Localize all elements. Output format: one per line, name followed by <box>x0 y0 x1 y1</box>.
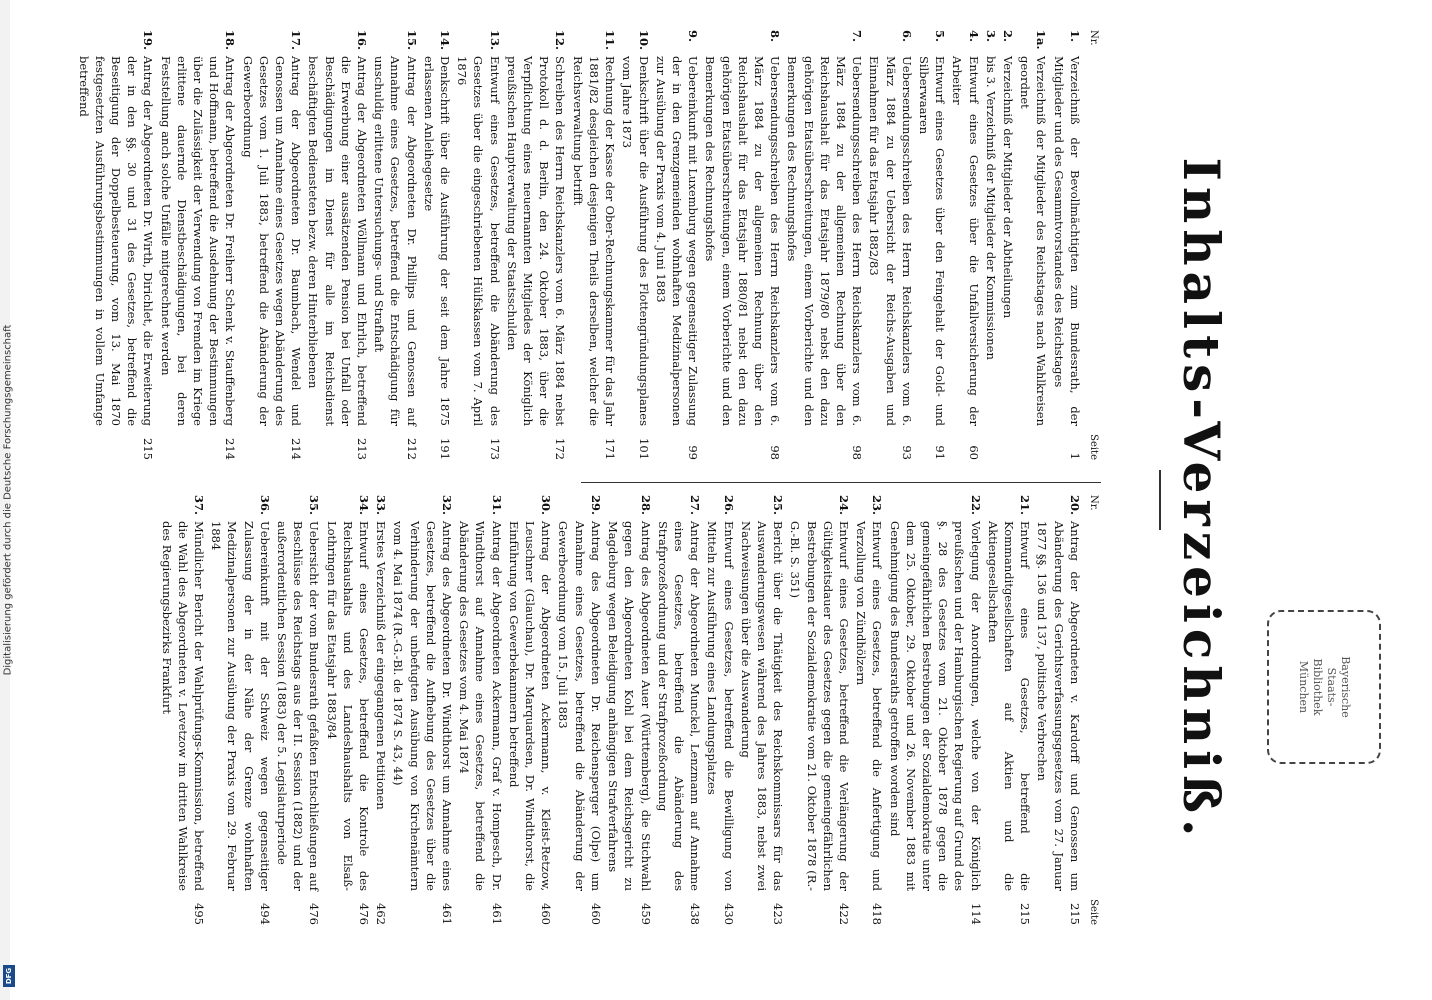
entry-number: 28. <box>638 495 653 516</box>
entry-title: Antrag der Abgeordneten Dr. Wirth, Dirichlet, die Erweiterung der in den §§. 30 und 31 des Gesetzes, betreffend die Beseitigung der Doppelbesteuerung, vom 13. Mai 1870 festgesetzten Ausführungsbestimmungen in vollem Umfange betreffend <box>76 56 156 426</box>
entry-title: Antrag der Abgeordneten v. Kardorff und Genossen um Abänderung des Gerichtsverfassungsgesetzes vom 27. Januar 1877 §§. 136 und 137, politische Verbrechen <box>1035 521 1082 891</box>
entry-page: 93 <box>899 445 914 460</box>
entry-number: 13. <box>487 30 502 51</box>
toc-entry <box>605 495 654 925</box>
entry-page: 173 <box>487 438 502 460</box>
entry-page: 494 <box>257 903 272 925</box>
toc-entry <box>1034 495 1083 925</box>
toc-entry <box>421 30 453 460</box>
title-rule <box>1159 470 1161 530</box>
toc-entry <box>454 30 503 460</box>
entry-title: Antrag der Abgeordneten Dr. Freiherr Schenk v. Stauffenberg und Hoffmann, betreffend die Ausdehnung der Bestimmungen über die Zulässigkeit der Verwendung von Fremden im Kriege erlittene dauernde Dienstbeschädigungen, bei deren Feststellung anch solche Unfälle mitgerechnet werden <box>158 56 238 426</box>
entry-title: Denkschrift über die Ausführung der seit dem Jahre 1875 erlassenen Anleihegesetze <box>421 56 453 426</box>
entry-title: Uebereinkunft mit Luxemburg wegen gegenseitiger Zulassung der in den Grenzgemeinden wohnhaften Medizinalpersonen zur Ausübung der Praxis vom 4. Juni 1883 <box>653 56 701 426</box>
entry-number: 6. <box>899 30 914 43</box>
toc-entry <box>555 495 604 925</box>
entry-number: 8. <box>768 30 783 43</box>
entry-page: 418 <box>870 903 885 925</box>
entry-page: 101 <box>636 438 651 460</box>
library-stamp <box>1267 610 1381 764</box>
entry-title: Antrag des Abgeordneten Auer (Württemberg), die Stichwahl gegen den Abgeordneten Kohl bei dem Reichsgericht zu Magdeburg wegen Beleidigung anhängigen Strafverfahrens <box>606 521 653 891</box>
entry-number: 25. <box>771 495 786 516</box>
toc-entry <box>208 495 273 925</box>
entry-page: 460 <box>588 903 603 925</box>
stamp-line-3: Bibliothek <box>1311 658 1324 716</box>
entry-number: 32. <box>440 495 455 516</box>
toc-entry <box>704 495 736 925</box>
entry-title: Antrag der Abgeordneten Ackermann, Graf v. Hompesch, Dr. Windthorst auf Annahme eines Gesetzes, betreffend die Abänderung des Gesetzes vom 4. Mai 1874 <box>457 521 504 891</box>
entry-number: 31. <box>489 495 504 516</box>
entry-title: Uebersicht der vom Bundesrath gefaßten Entschließungen auf Beschlüsse des Reichstags aus der II. Session (1882) und der außerordentlichen Session (1883) der 5. Legislaturperiode <box>275 521 322 891</box>
toc-entry <box>390 495 455 925</box>
digitization-credit <box>0 0 18 1000</box>
entry-number: 16. <box>355 30 370 51</box>
entry-title: Rechnung der Kasse der Ober-Rechnungskammer für das Jahr 1881/82 desgleichen desjenigen Theils derselben, welcher die Reichsverwaltung betrifft <box>570 56 618 426</box>
entry-number: 19. <box>141 30 156 51</box>
toc-entry <box>985 495 1034 925</box>
toc-entry <box>305 30 370 460</box>
entry-page: 461 <box>440 903 455 925</box>
dfg-logo <box>3 965 15 987</box>
page-header: Seite <box>1088 899 1099 925</box>
entry-title: Verzeichniß der Mitglieder des Reichstages nach Wahlkreisen geordnet <box>1018 56 1049 426</box>
entry-page: 460 <box>539 903 554 925</box>
entry-page: 215 <box>1018 903 1033 925</box>
entry-title: Entwurf eines Gesetzes über den Feingehalt der Gold- und Silberwaaren <box>916 56 948 426</box>
entry-page: 114 <box>968 903 983 925</box>
entry-page: 423 <box>771 903 786 925</box>
column-divider <box>581 482 1101 483</box>
entry-page: 215 <box>1067 903 1082 925</box>
entry-number: 34. <box>357 495 372 516</box>
entry-title: Mündlicher Bericht der Wahlprüfungs-Kommission, betreffend die Wahl des Abgeordneten v. Levetzow im dritten Wahlkreise des Regierungsbezirks Frankfurt <box>159 521 207 891</box>
entry-title: Verzeichniß der Bevollmächtigten zum Bundesrath, der Mitglieder und des Gesammtvorstandes des Reichstages <box>1051 56 1082 426</box>
entry-page: 1 <box>1067 452 1082 460</box>
entry-number: 11. <box>603 30 618 51</box>
entry-title: Bericht über die Thätigkeit des Reichskommissars für das Auswanderungswesen während des Jahres 1883, nebst zwei Nachweisungen über die Auswanderung <box>738 521 786 891</box>
entry-number: 21. <box>1018 495 1033 516</box>
right-column <box>157 495 1101 925</box>
entry-title: Schreiben des Herrn Reichskanzlers vom 6. März 1884 nebst Protokoll d. d. Berlin, den 24. Oktober 1883, über die Verpflichtung eines neuernannten Mitgliedes der Königlich preußischen Hauptverwaltung der Staatsschulden <box>504 56 568 426</box>
toc-entry <box>373 495 389 925</box>
page-title: Inhalts-Verzeichniß. <box>1172 157 1231 843</box>
right-column-header <box>1085 495 1101 925</box>
stamp-line-1: Bayerische <box>1339 656 1352 718</box>
entry-title: Entwurf eines Gesetzes über die Unfallversicherung der Arbeiter <box>950 56 981 426</box>
entry-number: 2. <box>1000 30 1015 43</box>
entry-number: 3. <box>983 30 998 43</box>
toc-entry <box>1000 30 1016 460</box>
toc-entry <box>983 30 999 460</box>
entry-page: 213 <box>355 438 370 460</box>
entry-number: 37. <box>192 495 207 516</box>
entry-number: 35. <box>307 495 322 516</box>
entry-page: 171 <box>603 438 618 460</box>
toc-entry <box>274 495 323 925</box>
entry-page: 98 <box>768 445 783 460</box>
entry-number: 20. <box>1067 495 1082 516</box>
toc-entry <box>853 495 885 925</box>
toc-entry <box>157 30 238 460</box>
entry-title: Entwurf eines Gesetzes, betreffend die Kontrole des Reichshaushalts und des Landeshaushalts von Elsaß-Lothringen für das Etatsjahr 1883/84 <box>324 521 372 891</box>
stamp-line-4: München <box>1297 660 1310 714</box>
entry-number: 22. <box>968 495 983 516</box>
left-column <box>74 30 1101 460</box>
entry-number: 29. <box>588 495 603 516</box>
entry-number: 7. <box>850 30 865 43</box>
entry-title: Entwurf eines Gesetzes, betreffend die Verlängerung der Gültigkeitsdauer des Gesetzes gegen die gemeingefährlichen Bestrebungen der Sozialdemokratie vom 21. Oktober 1878 (R.-G.-Bl. S. 351) <box>788 521 851 891</box>
entry-number: 23. <box>870 495 885 516</box>
entry-page: 462 <box>374 903 389 925</box>
page-header: Seite <box>1088 434 1099 460</box>
toc-entry <box>653 30 702 460</box>
entry-number: 27. <box>688 495 703 516</box>
toc-entry <box>784 30 865 460</box>
entry-title: Antrag des Abgeordneten Dr. Reichensperger (Olpe) um Annahme eines Gesetzes, betreffend die Abänderung der Gewerbeordnung vom 15. Juli 1883 <box>556 521 603 891</box>
entry-number: 24. <box>836 495 851 516</box>
entry-page: 60 <box>966 445 981 460</box>
left-entry-list <box>75 30 1082 460</box>
entry-title: Entwurf eines Gesetzes, betreffend die Anfertigung und Verzollung von Zündhölzern <box>854 521 885 891</box>
entry-title: Erstes Verzeichniß der eingegangenen Petitionen <box>374 521 389 810</box>
number-header: Nr. <box>1088 30 1099 46</box>
toc-entry <box>1050 30 1082 460</box>
toc-entry <box>239 30 304 460</box>
entry-page: 91 <box>933 445 948 460</box>
entry-title: Denkschrift über die Ausführung des Flottengründungsplanes vom Jahre 1873 <box>620 56 651 426</box>
entry-title: Uebersendungsschreiben des Herrn Reichskanzlers vom 6. März 1884 zu der allgemeinen Rechnung über den Reichshaushalt für das Etatsjahr 1880/81 nebst den dazu gehörigen Etatsüberschreitungen, einem Vorberichte und den Bemerkungen des Rechnungshofes <box>703 56 783 426</box>
entry-number: 26. <box>721 495 736 516</box>
entry-number: 30. <box>539 495 554 516</box>
toc-entry <box>619 30 651 460</box>
entry-title: Vorlegung der Anordnungen, welche von der Königlich preußischen und der Hamburgischen Regierung auf Grund des §. 28 des Gesetzes vom 21. Oktober 1878 gegen die gemeingefährlichen Bestrebungen der Sozialdemokratie unter dem 25. Oktober, 29. Oktober und 26. November 1883 mit Genehmigung des Bundesraths getroffen worden sind <box>887 521 983 891</box>
credit-text: Digitalisierung gefördert durch die Deutsche Forschungsgemeinschaft <box>2 324 14 676</box>
entry-title: Uebersendungsschreiben des Herrn Reichskanzlers vom 6. März 1884 zu der Uebersicht der Reichs-Ausgaben und Einnahmen für das Etatsjahr 1882/83 <box>867 56 914 426</box>
toc-entry <box>456 495 505 925</box>
entry-page: 215 <box>141 438 156 460</box>
entry-page: 476 <box>307 903 322 925</box>
entry-number: 10. <box>636 30 651 51</box>
entry-title: Uebersendungsschreiben des Herrn Reichskanzlers vom 6. März 1884 zu der allgemeinen Rechnung über den Reichshaushalt für das Etatsjahr 1879/80 nebst den dazu gehörigen Etatsüberschreitungen, einem Vorberichte und den Bemerkungen des Rechnungshofes <box>785 56 865 426</box>
right-entry-list <box>158 495 1082 925</box>
number-header: Nr. <box>1088 495 1099 511</box>
entry-title: bis 3. Verzeichniß der Mitglieder der Kommissionen <box>983 56 998 360</box>
entry-page: 459 <box>638 903 653 925</box>
entry-page: 422 <box>836 903 851 925</box>
entry-title: Antrag der Abgeordneten Munckel, Lenzmann auf Annahme eines Gesetzes, betreffend die Abänderung des Strafprozeßordnung und der Strafprozeßordnung <box>655 521 703 891</box>
left-column-header <box>1085 30 1101 460</box>
entry-number: 15. <box>404 30 419 51</box>
toc-entry <box>506 495 555 925</box>
scanned-page <box>51 20 1381 980</box>
entry-page: 98 <box>850 445 865 460</box>
entry-title: Antrag der Abgeordneten Wöllmann und Ehrlich, betreffend die Erwerbung einer aussätzenden Pension bei Unfall oder Beschädigungen im Dienst für alle im Reichsdienst beschäftigten Bediensteten bezw. deren Hinterbliebenen <box>306 56 370 426</box>
entry-page: 495 <box>192 903 207 925</box>
entry-page: 438 <box>688 903 703 925</box>
toc-entry <box>75 30 156 460</box>
entry-number: 18. <box>223 30 238 51</box>
entry-title: Entwurf eines Gesetzes, betreffend die Kommanditgesellschaften auf Aktien und die Aktiengesellschaften <box>985 521 1033 891</box>
entry-title: Antrag der Abgeordneten Dr. Phillips und Genossen auf Annahme eines Gesetzes, betreffend die Entschädigung für unschuldig erlittene Untersuchungs- und Strafhaft <box>372 56 419 426</box>
toc-entry <box>371 30 420 460</box>
toc-entry <box>916 30 948 460</box>
toc-entry <box>323 495 372 925</box>
toc-entry <box>886 495 983 925</box>
toc-entry <box>738 495 787 925</box>
entry-number: 1a. <box>1034 30 1049 50</box>
entry-title: Verzeichniß der Mitglieder der Abtheilungen <box>1000 56 1015 319</box>
entry-page: 191 <box>438 438 453 460</box>
toc-entry <box>787 495 852 925</box>
entry-number: 9. <box>686 30 701 43</box>
toc-entry <box>949 30 981 460</box>
entry-page: 172 <box>553 438 568 460</box>
entry-page: 430 <box>721 903 736 925</box>
entry-page: 461 <box>489 903 504 925</box>
toc-entry <box>702 30 783 460</box>
entry-title: Antrag der Abgeordneten Ackermann, v. Kleist-Retzow, Leuschner (Glauchau), Dr. Marquardsen, Dr. Windthorst, die Einführung von Gewerbekammern betreffend <box>506 521 554 891</box>
entry-page: 212 <box>404 438 419 460</box>
entry-number: 33. <box>374 495 389 516</box>
entry-title: Antrag der Abgeordneten Dr. Baumbach, Wendel und Genossen um Annahme eines Gesetzes wegen Abänderung des Gesetzes vom 1. Juli 1883, betreffend die Abänderung der Gewerbeordnung <box>240 56 304 426</box>
entry-page: 99 <box>686 445 701 460</box>
entry-number: 4. <box>966 30 981 43</box>
entry-title: Uebereinkunft mit der Schweiz wegen gegenseitiger Zulassung der in der Nähe der Grenze wohnhaften Medizinalpersonen zur Ausübung der Praxis vom 29. Februar 1884 <box>209 521 272 891</box>
toc-entry <box>158 495 207 925</box>
toc-entry <box>1017 30 1049 460</box>
dfg-logo-text: DFG <box>5 967 13 985</box>
entry-number: 5. <box>933 30 948 43</box>
entry-title: Entwurf eines Gesetzes, betreffend die Abänderung des Gesetzes über die eingeschriebenen Hülfskassen vom 7. April 1876 <box>455 56 502 426</box>
entry-page: 214 <box>289 438 304 460</box>
toc-entry <box>570 30 619 460</box>
toc-entry <box>504 30 569 460</box>
stamp-line-2: Staats- <box>1325 667 1338 707</box>
entry-number: 36. <box>257 495 272 516</box>
toc-entry <box>655 495 704 925</box>
entry-page: 214 <box>223 438 238 460</box>
entry-number: 12. <box>553 30 568 51</box>
entry-number: 1. <box>1067 30 1082 43</box>
entry-number: 17. <box>289 30 304 51</box>
entry-title: Entwurf eines Gesetzes, betreffend die Bewilligung von Mitteln zur Ausführung eines Landungsplatzes <box>705 521 736 891</box>
entry-number: 14. <box>438 30 453 51</box>
entry-page: 476 <box>357 903 372 925</box>
entry-title: Antrag des Abgeordneten Dr. Windthorst um Annahme eines Gesetzes, betreffend die Aufhebung des Gesetzes über die Verhinderung der unbefugten Ausübung von Kirchenämtern vom 4. Mai 1874 (R.-G.-Bl. de 1874 S. 43, 44) <box>391 521 455 891</box>
toc-entry <box>866 30 915 460</box>
